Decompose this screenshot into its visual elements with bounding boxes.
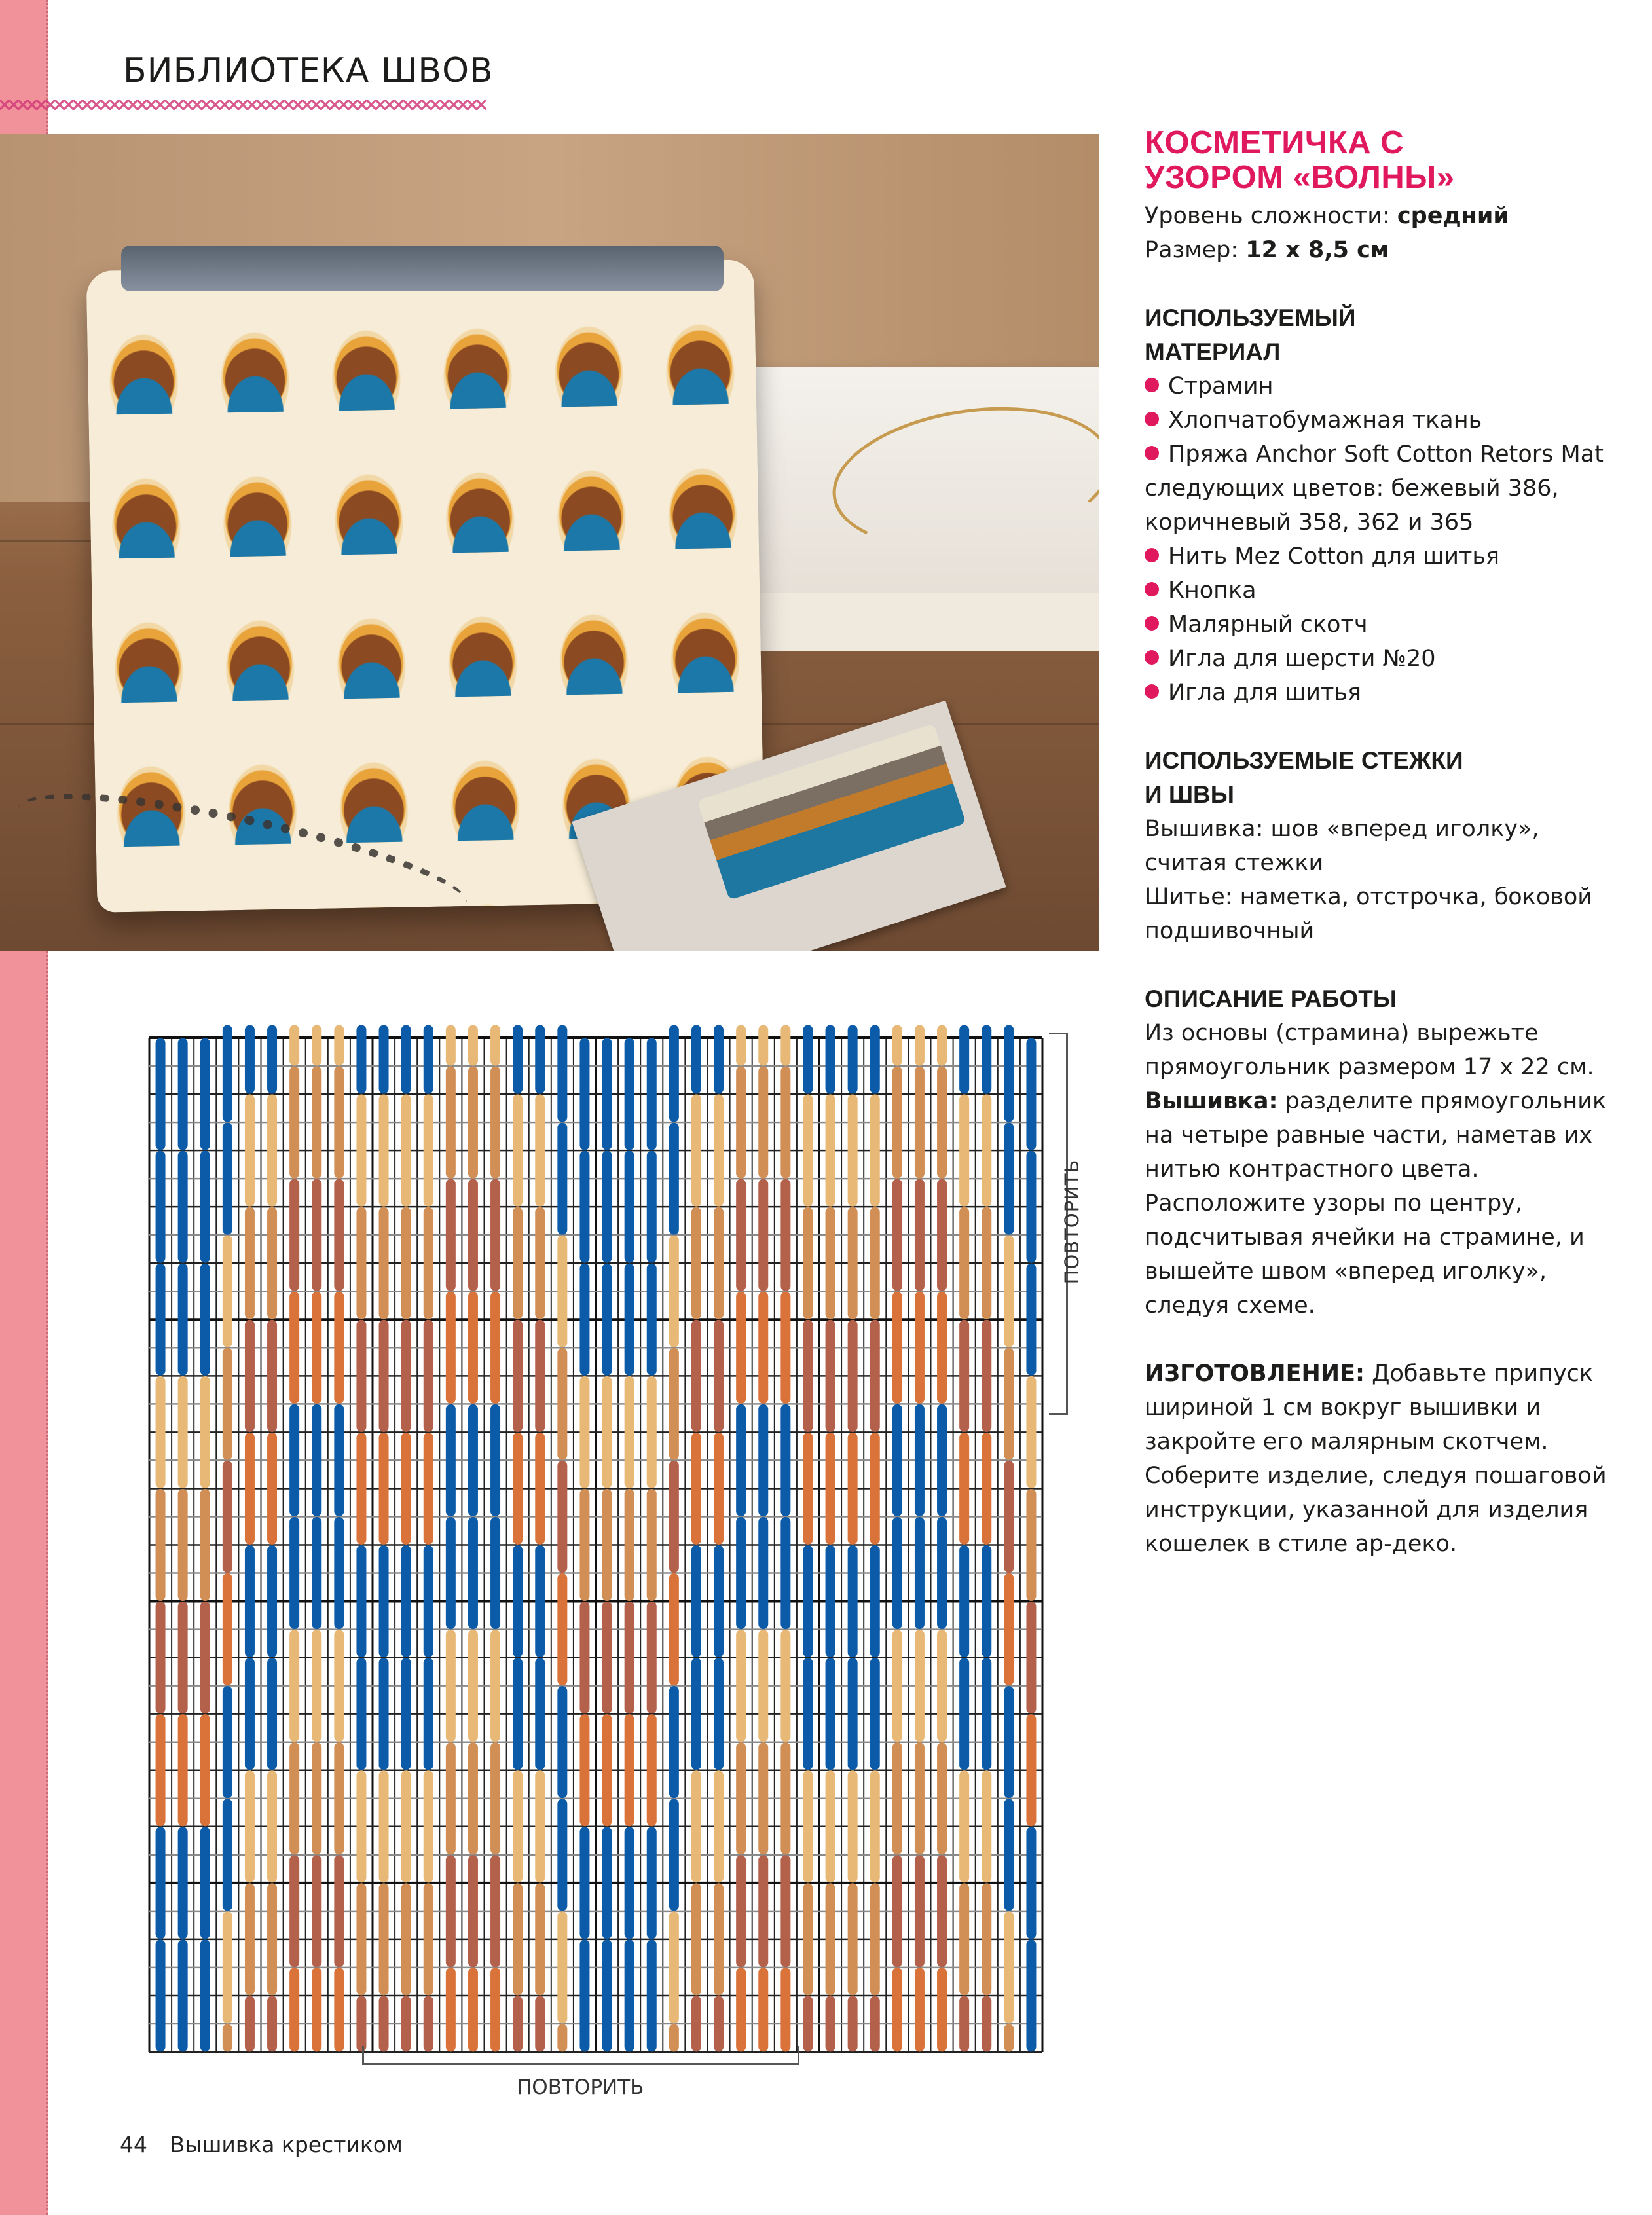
list-item [1145, 574, 1616, 608]
stitches-heading-line-2: И ШВЫ [1145, 781, 1234, 808]
list-item [1145, 676, 1616, 710]
bullet-icon [1145, 446, 1159, 460]
stitches-section [1145, 744, 1616, 948]
cross-stitch-divider [0, 100, 486, 110]
difficulty [1145, 199, 1616, 233]
stitches-heading [1145, 744, 1616, 812]
material-text: Малярный скотч [1168, 612, 1368, 638]
description-paragraph-2 [1145, 1084, 1616, 1323]
title-line-2: УЗОРОМ «ВОЛНЫ» [1145, 160, 1455, 195]
sidebar-decoration-bottom [0, 951, 48, 2215]
assembly-heading: ИЗГОТОВЛЕНИЕ: [1145, 1361, 1365, 1387]
material-text: Игла для шитья [1168, 680, 1362, 706]
stitches-sewing: Шитье: наметка, отстрочка, боковой подшивочный [1145, 884, 1593, 944]
material-text: Пряжа Anchor Soft Cotton Retors Mat следующих цветов: бежевый 386, коричневый 358, 362 и 365 [1145, 441, 1604, 536]
description-heading: ОПИСАНИЕ РАБОТЫ [1145, 985, 1397, 1012]
size-value: 12 х 8,5 см [1245, 237, 1389, 263]
photo-pouch-opening [121, 246, 724, 291]
title-line-1: КОСМЕТИЧКА С [1145, 125, 1404, 160]
magazine-name: Вышивка крестиком [170, 2132, 403, 2157]
assembly-paragraph [1145, 1357, 1616, 1561]
embroidery-text: разделите прямоугольник на четыре равные части, наметав их нитью контрастного цвета. Расположите узоры по центру, подсчитывая ячейки на страмине, и вышейте швом «вперед иголку», следуя схеме. [1145, 1088, 1607, 1319]
sidebar-decoration-top [0, 0, 48, 134]
bullet-icon [1145, 412, 1159, 426]
stitches-embroidery: Вышивка: шов «вперед иголку», считая стежки [1145, 816, 1539, 876]
chart-svg [149, 1038, 1042, 2052]
materials-heading-line-1: ИСПОЛЬЗУЕМЫЙ [1145, 304, 1356, 331]
product-photo [0, 134, 1099, 951]
material-text: Игла для шерсти №20 [1168, 646, 1436, 672]
assembly-section [1145, 1357, 1616, 1561]
size [1145, 233, 1616, 267]
material-text: Кнопка [1168, 577, 1257, 604]
materials-heading-line-2: МАТЕРИАЛ [1145, 339, 1281, 365]
repeat-label-vertical: ПОВТОРИТЬ [1061, 1159, 1083, 1285]
embroidery-label: Вышивка: [1145, 1088, 1278, 1114]
list-item [1145, 369, 1616, 403]
article-title [1145, 126, 1616, 195]
assembly-text: Добавьте припуск шириной 1 см вокруг вышивки и закройте его малярным скотчем. Соберите изделие, следуя пошаговой инструкции, указанной для изделия кошелек в стиле ар-деко. [1145, 1361, 1607, 1557]
bullet-icon [1145, 684, 1159, 699]
repeat-bracket-horizontal [362, 2046, 799, 2065]
bullet-icon [1145, 548, 1159, 562]
materials-heading [1145, 301, 1616, 369]
list-item [1145, 437, 1616, 540]
difficulty-label: Уровень сложности: [1145, 203, 1390, 229]
embroidery-chart [149, 1038, 1042, 2052]
photo-notebook-edge [753, 593, 1099, 651]
repeat-label-horizontal: ПОВТОРИТЬ [517, 2076, 644, 2099]
article-column [1145, 126, 1616, 1561]
bullet-icon [1145, 378, 1159, 392]
description-section [1145, 982, 1616, 1323]
material-text: Нить Mez Cotton для шитья [1168, 543, 1500, 570]
list-item [1145, 608, 1616, 642]
bullet-icon [1145, 582, 1159, 596]
difficulty-value: средний [1397, 203, 1509, 229]
list-item [1145, 403, 1616, 437]
description-paragraph-1: Из основы (страмина) вырежьте прямоугольник размером 17 х 22 см. [1145, 1020, 1594, 1080]
page-footer [120, 2132, 403, 2157]
bullet-icon [1145, 616, 1159, 631]
list-item [1145, 540, 1616, 574]
section-header: БИБЛИОТЕКА ШВОВ [123, 51, 494, 90]
bullet-icon [1145, 650, 1159, 665]
material-text: Страмин [1168, 373, 1274, 399]
material-text: Хлопчатобумажная ткань [1168, 407, 1482, 433]
list-item [1145, 642, 1616, 676]
stitches-heading-line-1: ИСПОЛЬЗУЕМЫЕ СТЕЖКИ [1145, 747, 1463, 774]
size-label: Размер: [1145, 237, 1239, 263]
materials-section [1145, 301, 1616, 710]
materials-list [1145, 369, 1616, 710]
page-number: 44 [120, 2132, 147, 2157]
